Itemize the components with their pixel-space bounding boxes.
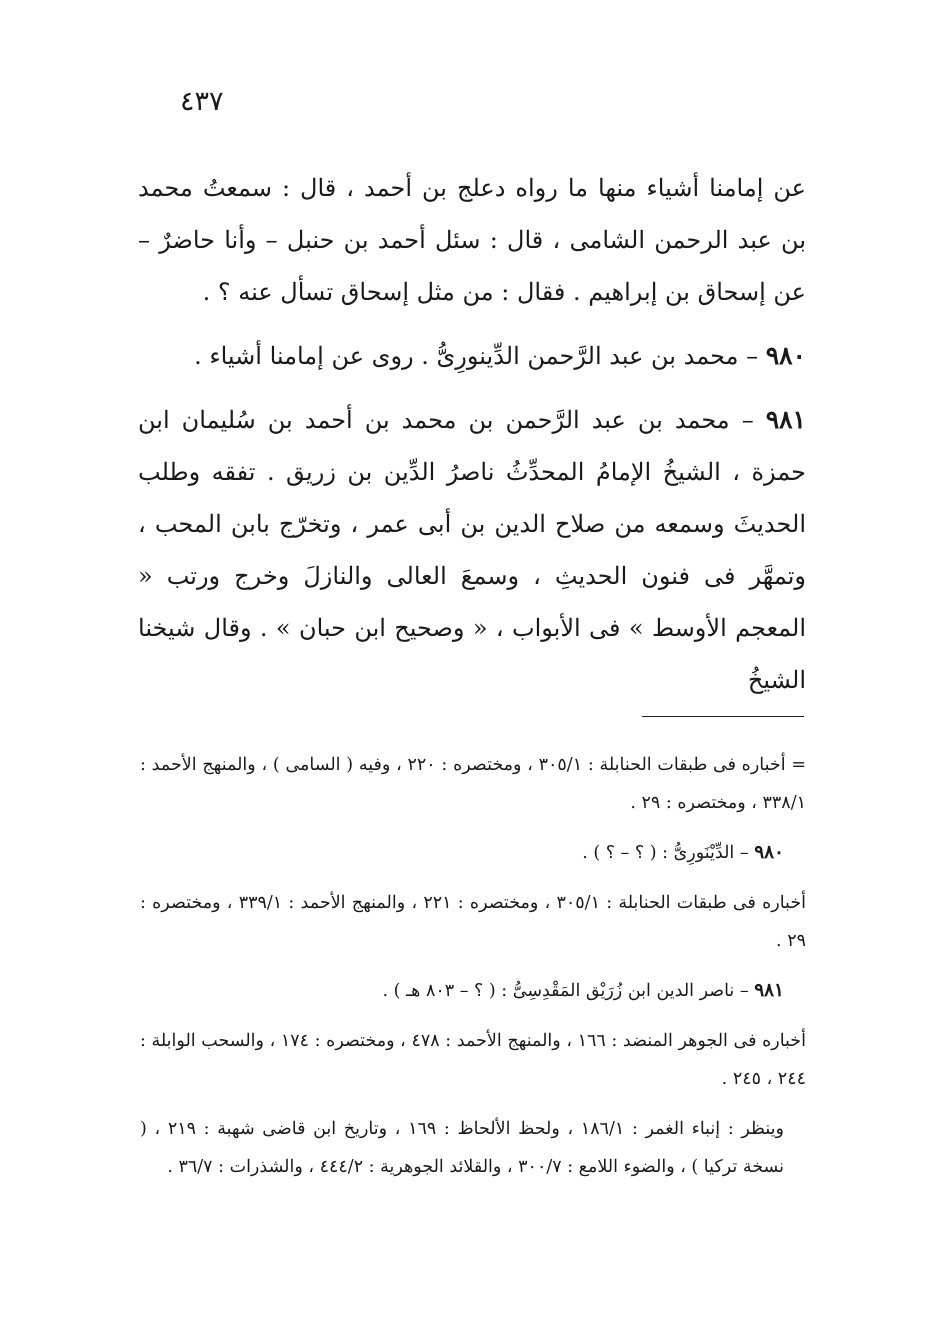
main-text — [138, 162, 806, 718]
footnote-dash: – — [734, 843, 755, 863]
footnote-980-text: أخباره فى طبقات الحنابلة : ٣٠٥/١ ، ومختصره : ٢٢١ ، والمنهج الأحمد : ٣٣٩/١ ، ومختصره : ٢٩ . — [140, 893, 806, 951]
entry-text: محمد بن عبد الرَّحمن الدِّينورِىُّ . روى عن إمامنا أشياء . — [194, 342, 739, 370]
entry-dash: – — [738, 342, 766, 370]
entry-dash: – — [729, 406, 766, 434]
footnote-981-extra: وينظر : إنباء الغمر : ١٨٦/١ ، ولحظ الألحاظ : ١٦٩ ، وتاريخ ابن قاضى شهبة : ٢١٩ ، ( نسخة تركيا ) ، والضوء اللامع : ٣٠٠/٧ ، والقلائد الجوهرية : ٤٤٤/٢ ، والشذرات : ٣٦/٧ . — [140, 1119, 784, 1177]
entry-text: محمد بن عبد الرَّحمن بن محمد بن أحمد بن سُليمان ابن حمزة ، الشيخُ الإمامُ المحدِّثُ ناصرُ الدِّين بن زريق . تفقه وطلب الحديثَ وسمعه من صلاح الدين بن أبى عمر ، وتخرّج بابن المحب ، وتمهَّر فى فنون الحديثِ ، وسمعَ العالى والنازلَ وخرج ورتب « المعجم الأوسط » فى الأبواب ، « وصحيح ابن حبان » . وقال شيخنا الشيخُ — [138, 406, 807, 694]
footnote-981-heading — [140, 972, 806, 1010]
footnote-980-heading — [140, 834, 806, 872]
entry-number: ٩٨١ — [765, 405, 806, 434]
footnote-number: ٩٨٠ — [754, 842, 784, 863]
footnote-heading: ناصر الدين ابن زُرَيْق المَقْدِسِىُّ : ( ؟ – ٨٠٣ هـ ) . — [382, 981, 735, 1001]
footnote-number: ٩٨١ — [754, 980, 784, 1001]
entry-number: ٩٨٠ — [765, 341, 806, 370]
footnote-heading: الدِّيْنَورِىُّ : ( ؟ – ؟ ) . — [582, 843, 735, 863]
footnote-981-text: أخباره فى الجوهر المنضد : ١٦٦ ، والمنهج الأحمد : ٤٧٨ ، ومختصره : ١٧٤ ، والسحب الوابلة : ٢٤٤ ، ٢٤٥ . — [140, 1031, 806, 1089]
continuation-paragraph: عن إمامنا أشياء منها ما رواه دعلج بن أحمد ، قال : سمعتُ محمد بن عبد الرحمن الشامى ، قال : سئل أحمد بن حنبل – وأنا حاضرٌ – عن إسحاق بن إبراهيم . فقال : من مثل إسحاق تسأل عنه ؟ . — [138, 174, 806, 306]
footnote-continuation: = أخباره فى طبقات الحنابلة : ٣٠٥/١ ، ومختصره : ٢٢٠ ، وفيه ( السامى ) ، والمنهج الأحمد : ٣٣٨/١ ، ومختصره : ٢٩ . — [140, 755, 807, 813]
footnote-separator — [642, 716, 804, 717]
entry-980 — [138, 330, 806, 382]
page-number: ٤٣٧ — [180, 86, 224, 117]
footnote-dash: – — [734, 981, 755, 1001]
entry-981 — [138, 394, 806, 706]
footnotes — [140, 746, 806, 1198]
